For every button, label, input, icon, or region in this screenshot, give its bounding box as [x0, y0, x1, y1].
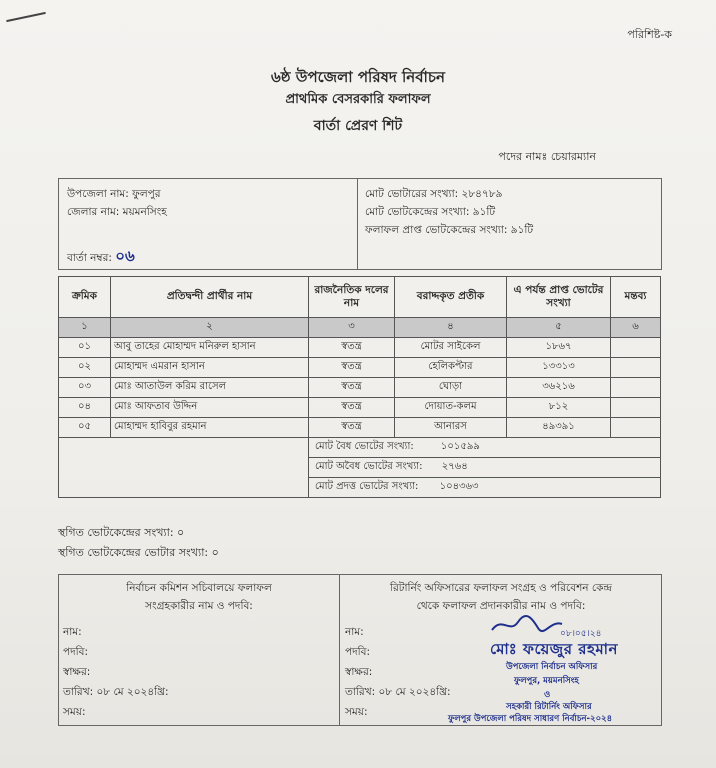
table-row	[59, 418, 661, 438]
total-invalid-label: মোট অবৈধ ভোটের সংখ্যা:	[315, 461, 423, 472]
cell-serial: ০২	[59, 358, 111, 378]
total-cast	[309, 478, 661, 498]
cell-votes: ৪৯৩৯১	[507, 418, 611, 438]
seal-line-4: সহকারী রিটার্নিং অফিসার	[506, 702, 592, 712]
left-heading-1: নির্বাচন কমিশন সচিবালয়ে ফলাফল	[126, 582, 272, 594]
header-serial: ক্রমিক	[59, 277, 111, 318]
total-cast-label: মোট প্রদত্ত ভোটের সংখ্যা:	[315, 481, 419, 492]
total-voters: মোট ভোটারের সংখ্যা: ২৮৪৭৮৯	[365, 188, 503, 200]
cell-symbol: দোয়াত-কলম	[395, 398, 507, 418]
results-table	[58, 276, 661, 498]
info-box	[58, 178, 662, 270]
cell-remarks	[611, 418, 661, 438]
cell-serial: ০৩	[59, 378, 111, 398]
suspended-centers: স্থগিত ভোটকেন্দ্রের সংখ্যা: ০	[58, 526, 185, 539]
cell-serial: ০১	[59, 338, 111, 358]
cell-party: স্বতন্ত্র	[309, 338, 395, 358]
seal-line-5: ফুলপুর উপজেলা পরিষদ সাধারণ নির্বাচন-২০২৪	[448, 714, 613, 724]
total-valid-row	[59, 438, 661, 458]
col-number: ৬	[611, 318, 661, 338]
title-result: প্রাথমিক বেসরকারি ফলাফল	[285, 92, 431, 107]
signature-date: ০৮।০৫।২৪	[560, 629, 602, 639]
total-valid-value: ১০১৫৯৯	[440, 441, 480, 452]
right-heading-2: থেকে ফলাফল প্রদানকারীর নাম ও পদবি:	[416, 600, 586, 612]
right-date: তারিখ: ০৮ মে ২০২৪খ্রি:	[345, 686, 451, 698]
seal-name: মোঃ ফয়েজুর রহমান	[490, 640, 618, 658]
right-signature: স্বাক্ষর:	[345, 666, 373, 678]
cell-party: স্বতন্ত্র	[309, 378, 395, 398]
col-number: ৫	[507, 318, 611, 338]
table-row	[59, 398, 661, 418]
cell-symbol: ঘোড়া	[395, 378, 507, 398]
total-blank	[59, 458, 309, 478]
officer-seal	[428, 612, 668, 724]
total-valid-label: মোট বৈধ ভোটের সংখ্যা:	[315, 441, 414, 452]
seal-line-3: ও	[544, 690, 551, 700]
cell-name: মোহাম্মদ এমরান হাসান	[111, 358, 309, 378]
right-time: সময়:	[345, 706, 368, 718]
post-name: পদের নামঃ চেয়ারম্যান	[498, 150, 596, 163]
cell-symbol: মোটর সাইকেল	[395, 338, 507, 358]
cell-remarks	[611, 378, 661, 398]
left-date: তারিখ: ০৮ মে ২০২৪খ্রি:	[63, 686, 169, 698]
total-cast-row	[59, 478, 661, 498]
header-candidate: প্রতিদ্বন্দী প্রার্থীর নাম	[111, 277, 309, 318]
header-votes: এ পর্যন্ত প্রাপ্ত ভোটের সংখ্যা	[507, 277, 611, 318]
cell-name: আবু তাহের মোহাম্মদ মনিরুল হাসান	[111, 338, 309, 358]
left-designation: পদবি:	[63, 646, 89, 658]
cell-symbol: আনারস	[395, 418, 507, 438]
message-number-label: বার্তা নম্বর:	[67, 252, 112, 264]
cell-name: মোঃ আফতাব উদ্দিন	[111, 398, 309, 418]
cell-name: মোহাম্মদ হাবিবুর রহমান	[111, 418, 309, 438]
total-invalid-value: ২৭৬৪	[441, 461, 468, 472]
signature-divider	[339, 575, 340, 725]
upazila-name: উপজেলা নাম: ফুলপুর	[67, 188, 161, 200]
cell-votes: ৩৬২১৬	[507, 378, 611, 398]
total-invalid	[309, 458, 661, 478]
cell-party: স্বতন্ত্র	[309, 358, 395, 378]
suspended-voters: স্থগিত ভোটকেন্দ্রের ভোটার সংখ্যা: ০	[58, 546, 219, 559]
cell-serial: ০৫	[59, 418, 111, 438]
cell-remarks	[611, 338, 661, 358]
cell-party: স্বতন্ত্র	[309, 398, 395, 418]
col-number: ১	[59, 318, 111, 338]
table-row	[59, 338, 661, 358]
header-symbol: বরাদ্দকৃত প্রতীক	[395, 277, 507, 318]
cell-name: মোঃ আতাউল করিম রাসেল	[111, 378, 309, 398]
cell-remarks	[611, 398, 661, 418]
cell-remarks	[611, 358, 661, 378]
seal-line-2: ফুলপুর, ময়মনসিংহ	[514, 676, 579, 686]
title-sheet: বার্তা প্রেরণ শিট	[313, 118, 403, 134]
annex-label: পরিশিষ্ট-ক	[627, 28, 672, 41]
cell-votes: ৮১২	[507, 398, 611, 418]
signature-scribble-icon	[488, 612, 568, 638]
info-divider	[357, 179, 358, 269]
left-heading-2: সংগ্রহকারীর নাম ও পদবি:	[145, 600, 253, 612]
seal-line-1: উপজেলা নির্বাচন অফিসার	[506, 662, 598, 672]
cell-serial: ০৪	[59, 398, 111, 418]
total-blank	[59, 438, 309, 458]
left-name: নাম:	[63, 626, 82, 638]
cell-votes: ১৮৬৭	[507, 338, 611, 358]
header-remarks: মন্তব্য	[611, 277, 661, 318]
col-number: ৩	[309, 318, 395, 338]
column-number-row	[59, 318, 661, 338]
col-number: ২	[111, 318, 309, 338]
col-number: ৪	[395, 318, 507, 338]
cell-votes: ১৩৩১৩	[507, 358, 611, 378]
right-name: নাম:	[345, 626, 364, 638]
right-heading-1: রিটার্নিং অফিসারের ফলাফল সংগ্রহ ও পরিবেশন কেন্দ্র	[389, 582, 613, 594]
message-number-value: ০৬	[115, 247, 135, 265]
total-blank	[59, 478, 309, 498]
total-invalid-row	[59, 458, 661, 478]
table-row	[59, 378, 661, 398]
district-name: জেলার নাম: ময়মনসিংহ	[67, 206, 167, 218]
header-party: রাজনৈতিক দলের নাম	[309, 277, 395, 318]
cell-party: স্বতন্ত্র	[309, 418, 395, 438]
total-valid	[309, 438, 661, 458]
right-designation: পদবি:	[345, 646, 371, 658]
message-number	[67, 245, 135, 270]
pen-mark	[6, 12, 46, 22]
title-election: ৬ষ্ঠ উপজেলা পরিষদ নির্বাচন	[271, 68, 445, 86]
total-cast-value: ১০৪৩৬৩	[439, 481, 479, 492]
result-centers: ফলাফল প্রাপ্ত ভোটকেন্দ্রের সংখ্যা: ৯১টি	[365, 224, 534, 236]
cell-symbol: হেলিকপ্টার	[395, 358, 507, 378]
left-signature: স্বাক্ষর:	[63, 666, 91, 678]
table-header-row	[59, 277, 661, 318]
table-row	[59, 358, 661, 378]
total-centers: মোট ভোটকেন্দ্রের সংখ্যা: ৯১টি	[365, 206, 496, 218]
left-time: সময়:	[63, 706, 86, 718]
